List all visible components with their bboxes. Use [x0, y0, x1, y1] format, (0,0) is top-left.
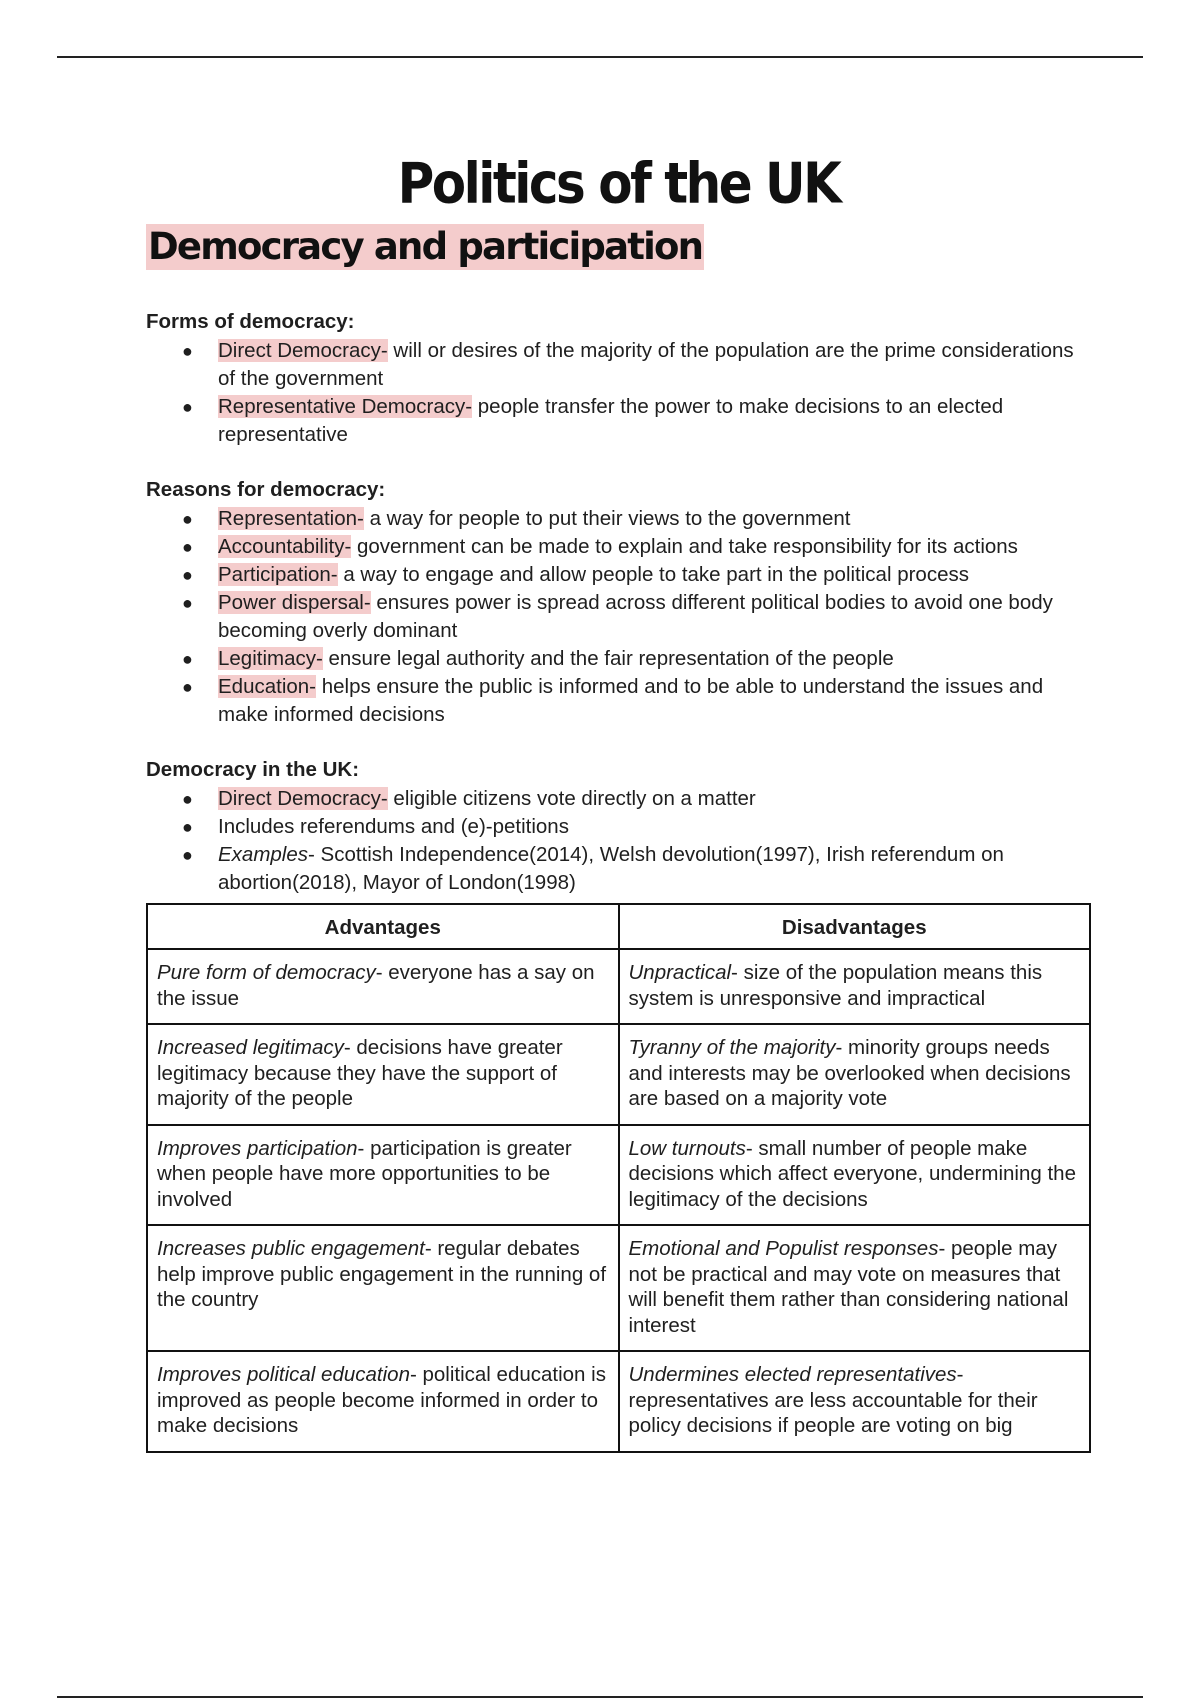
cell-term: Unpractical	[628, 961, 732, 985]
advantage-cell	[147, 1351, 619, 1452]
item-text: people transfer the power to make decisions to an elected representative	[218, 394, 1004, 446]
list-item	[182, 393, 1091, 449]
column-header-advantages: Advantages	[147, 904, 619, 950]
cell-text: - small number of people make decisions which affect everyone, undermining the legitimacy of the decisions	[628, 1136, 1076, 1211]
cell-term: Tyranny of the majority	[628, 1036, 836, 1060]
column-header-disadvantages: Disadvantages	[619, 904, 1091, 950]
term-italic: Examples	[218, 842, 309, 866]
bullet-icon: ●	[182, 676, 193, 697]
list-item	[182, 533, 1091, 561]
bullet-icon: ●	[182, 844, 193, 865]
term-highlight: Representative Democracy-	[218, 394, 473, 418]
bullet-icon: ●	[182, 592, 193, 613]
cell-text: - size of the population means this system is unresponsive and impractical	[628, 961, 1043, 1010]
forms-list	[146, 337, 1091, 449]
cell-term: Emotional and Populist responses	[628, 1237, 939, 1261]
list-item	[182, 589, 1091, 645]
table-header-row	[147, 904, 1090, 950]
disadvantage-cell	[619, 1225, 1091, 1351]
cell-term: Increased legitimacy	[157, 1036, 344, 1060]
document-title: Politics of the UK	[397, 151, 840, 217]
section-heading: Democracy and participation	[148, 225, 703, 268]
list-item	[182, 785, 1091, 813]
term-highlight: Direct Democracy-	[218, 338, 388, 362]
item-text: ensures power is spread across different political bodies to avoid one body becoming overly dominant	[218, 590, 1053, 642]
disadvantage-cell	[619, 949, 1091, 1024]
list-item	[182, 505, 1091, 533]
top-rule	[57, 56, 1143, 58]
cell-term: Increases public engagement	[157, 1237, 425, 1261]
term-highlight: Participation-	[218, 562, 338, 586]
bullet-icon: ●	[182, 564, 193, 585]
advantages-disadvantages-table	[146, 903, 1091, 1453]
disadvantage-cell	[619, 1024, 1091, 1125]
cell-text: - political education is improved as people become informed in order to make decisions	[157, 1363, 606, 1438]
item-text: will or desires of the majority of the population are the prime considerations of the government	[218, 338, 1074, 390]
list-item	[182, 841, 1091, 897]
item-text: helps ensure the public is informed and to be able to understand the issues and make informed decisions	[218, 674, 1044, 726]
reasons-list	[146, 505, 1091, 729]
list-item	[182, 337, 1091, 393]
forms-heading: Forms of democracy:	[146, 309, 355, 333]
bullet-icon: ●	[182, 816, 193, 837]
cell-term: Improves participation	[157, 1136, 358, 1160]
item-text: a way to engage and allow people to take part in the political process	[337, 562, 969, 586]
list-item	[182, 645, 1091, 673]
cell-term: Pure form of democracy	[157, 961, 376, 985]
table-row	[147, 949, 1090, 1024]
advantage-cell	[147, 1024, 619, 1125]
item-text: - Scottish Independence(2014), Welsh devolution(1997), Irish referendum on abortion(2018), Mayor of London(1998)	[218, 842, 1004, 894]
term-highlight: Representation-	[218, 506, 364, 530]
term-highlight: Education-	[218, 674, 317, 698]
disadvantage-cell	[619, 1351, 1091, 1452]
cell-text: - regular debates help improve public engagement in the running of the country	[157, 1237, 607, 1312]
item-text: government can be made to explain and take responsibility for its actions	[351, 534, 1018, 558]
disadvantage-cell	[619, 1125, 1091, 1226]
term-highlight: Power dispersal-	[218, 590, 371, 614]
list-item	[182, 813, 1091, 841]
reasons-heading: Reasons for democracy:	[146, 477, 386, 501]
advantage-cell	[147, 949, 619, 1024]
term-highlight: Direct Democracy-	[218, 786, 388, 810]
list-item	[182, 673, 1091, 729]
cell-term: Undermines elected representatives	[628, 1363, 957, 1387]
cell-term: Low turnouts	[628, 1136, 746, 1160]
item-text: ensure legal authority and the fair representation of the people	[322, 646, 894, 670]
term-highlight: Accountability-	[218, 534, 352, 558]
cell-text: - everyone has a say on the issue	[157, 961, 595, 1010]
cell-term: Improves political education	[157, 1363, 410, 1387]
item-text: eligible citizens vote directly on a matter	[387, 786, 756, 810]
table-row	[147, 1225, 1090, 1351]
bullet-icon: ●	[182, 508, 193, 529]
item-text: a way for people to put their views to the government	[363, 506, 851, 530]
cell-text: - representatives are less accountable for their policy decisions if people are voting on big	[628, 1363, 1038, 1438]
table-row	[147, 1125, 1090, 1226]
item-text: Includes referendums and (e)-petitions	[218, 814, 569, 838]
bullet-icon: ●	[182, 396, 193, 417]
table-row	[147, 1351, 1090, 1452]
bullet-icon: ●	[182, 340, 193, 361]
cell-text: - participation is greater when people have more opportunities to be involved	[157, 1136, 572, 1211]
cell-text: - people may not be practical and may vote on measures that will benefit them rather than considering national interest	[628, 1237, 1069, 1337]
uk-heading: Democracy in the UK:	[146, 757, 360, 781]
uk-list	[146, 785, 1091, 897]
table-row	[147, 1024, 1090, 1125]
advantage-cell	[147, 1125, 619, 1226]
bullet-icon: ●	[182, 788, 193, 809]
advantage-cell	[147, 1225, 619, 1351]
bullet-icon: ●	[182, 648, 193, 669]
bullet-icon: ●	[182, 536, 193, 557]
cell-text: - decisions have greater legitimacy because they have the support of majority of the people	[157, 1036, 563, 1111]
term-highlight: Legitimacy-	[218, 646, 323, 670]
bottom-rule	[57, 1696, 1143, 1698]
document-body	[146, 140, 1091, 1453]
list-item	[182, 561, 1091, 589]
cell-text: - minority groups needs and interests may be overlooked when decisions are based on a majority vote	[628, 1036, 1071, 1111]
